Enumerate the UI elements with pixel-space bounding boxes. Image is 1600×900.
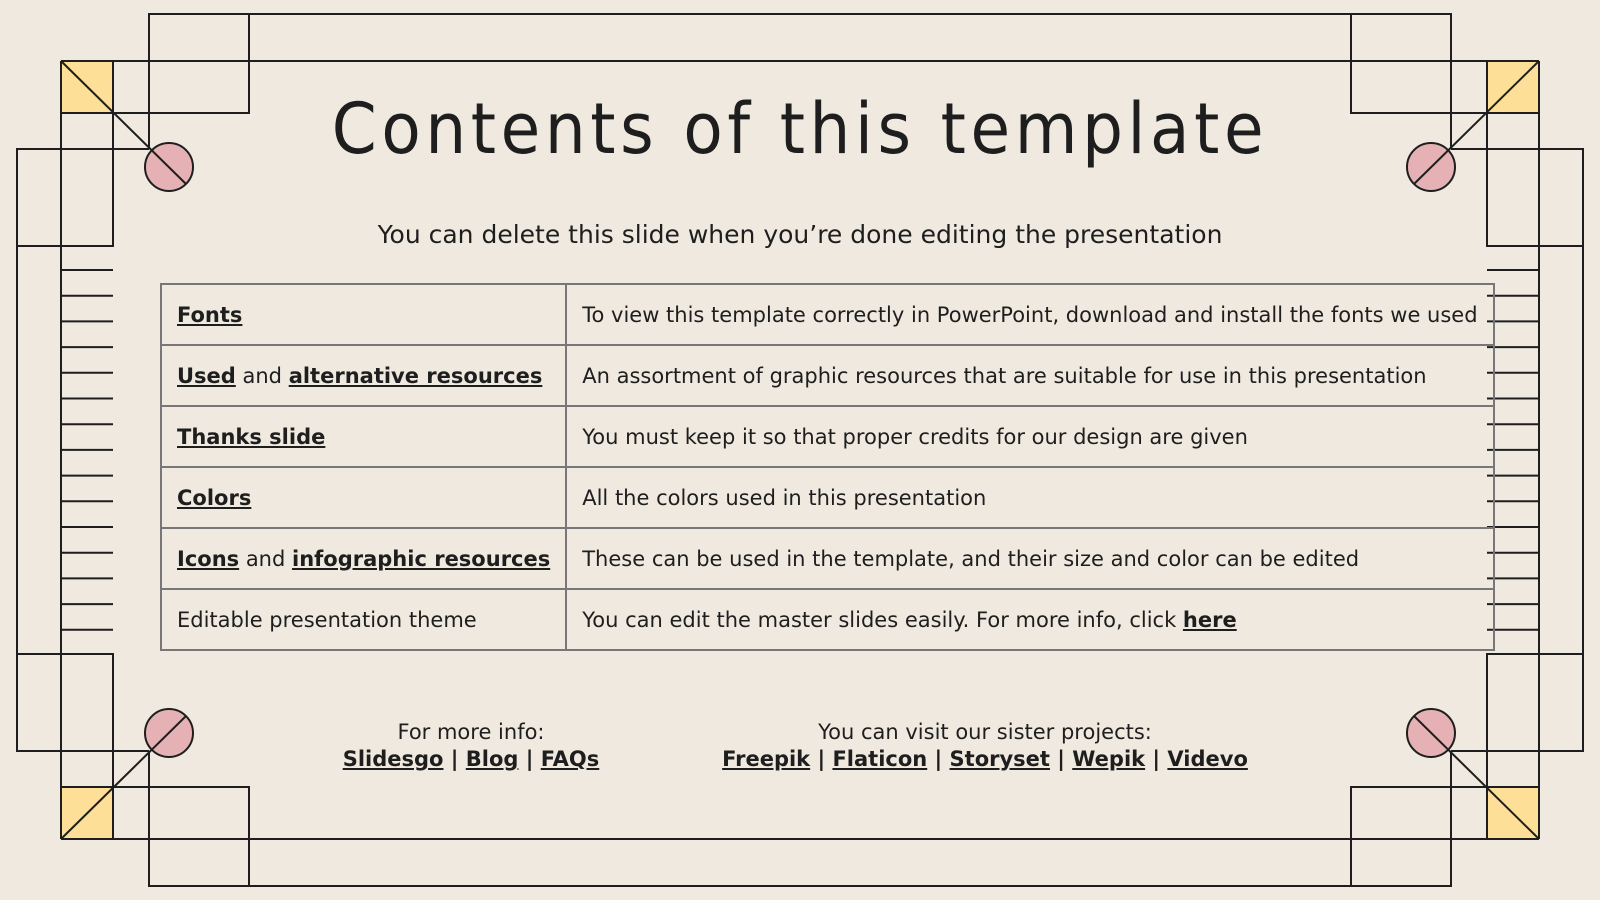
slidesgo-link[interactable]: Slidesgo xyxy=(342,747,444,771)
icons-link[interactable]: Icons xyxy=(177,546,240,571)
table-row xyxy=(161,528,1494,589)
faqs-link[interactable]: FAQs xyxy=(540,747,600,771)
row-description: All the colors used in this presentation xyxy=(566,467,1493,528)
separator: | xyxy=(518,747,541,771)
row-description: You must keep it so that proper credits for our design are given xyxy=(566,406,1493,467)
blog-link[interactable]: Blog xyxy=(465,747,519,771)
here-link[interactable]: here xyxy=(1182,607,1237,632)
infographic-resources-link[interactable]: infographic resources xyxy=(292,546,551,571)
videvo-link[interactable]: Videvo xyxy=(1167,747,1248,771)
table-row xyxy=(161,345,1494,406)
table-row xyxy=(161,284,1494,345)
table-row xyxy=(161,406,1494,467)
footer-more-info xyxy=(321,719,621,773)
page-title: Contents of this template xyxy=(331,88,1269,170)
table-row xyxy=(161,589,1494,650)
row-description: These can be used in the template, and their size and color can be edited xyxy=(566,528,1493,589)
contents-table xyxy=(160,283,1495,651)
separator: | xyxy=(443,747,466,771)
footer-label: For more info: xyxy=(397,720,545,744)
row-description: To view this template correctly in PowerPoint, download and install the fonts we used xyxy=(566,284,1493,345)
separator: | xyxy=(1049,747,1073,771)
row-label: Editable presentation theme xyxy=(161,589,566,650)
row-description xyxy=(566,589,1493,650)
thanks-slide-link[interactable]: Thanks slide xyxy=(177,424,326,449)
wepik-link[interactable]: Wepik xyxy=(1072,747,1146,771)
description-text: You can edit the master slides easily. For more info, click xyxy=(582,607,1183,632)
subtitle: You can delete this slide when you’re done editing the presentation xyxy=(377,220,1223,249)
separator: | xyxy=(927,747,950,771)
fonts-link[interactable]: Fonts xyxy=(177,302,243,327)
alternative-resources-link[interactable]: alternative resources xyxy=(288,363,543,388)
colors-link[interactable]: Colors xyxy=(177,485,252,510)
table-row xyxy=(161,467,1494,528)
row-description: An assortment of graphic resources that are suitable for use in this presentation xyxy=(566,345,1493,406)
separator: | xyxy=(810,747,833,771)
and-text: and xyxy=(235,363,289,388)
footer-label: You can visit our sister projects: xyxy=(818,720,1152,744)
freepik-link[interactable]: Freepik xyxy=(722,747,811,771)
storyset-link[interactable]: Storyset xyxy=(949,747,1050,771)
used-link[interactable]: Used xyxy=(177,363,236,388)
footer-sister-projects xyxy=(685,719,1285,773)
flaticon-link[interactable]: Flaticon xyxy=(832,747,928,771)
and-text: and xyxy=(239,546,292,571)
separator: | xyxy=(1145,747,1168,771)
